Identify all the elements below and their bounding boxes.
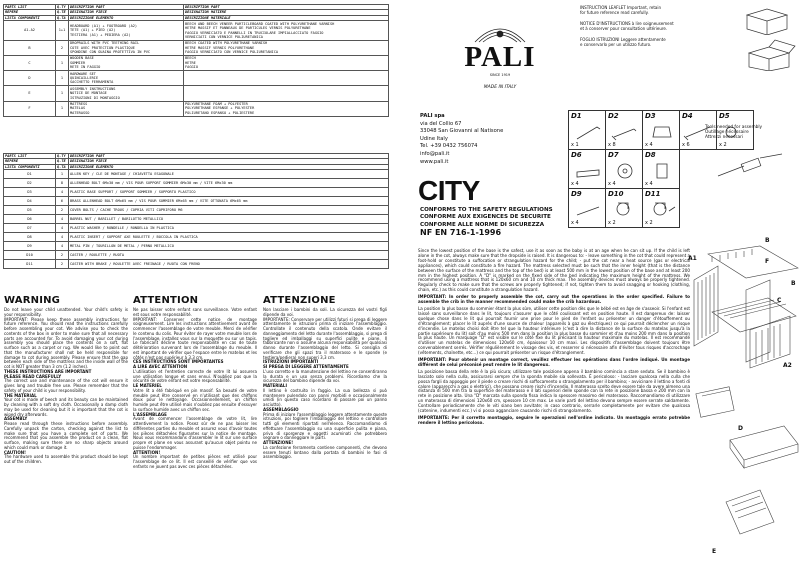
paragraph: Un nombre important de petites pièces est utilisé pour l'assemblage de ce lit. Il est conseillé de vérifier que vos enfants ne jouent pas avec ces pièces détachées. bbox=[133, 454, 257, 469]
hardware-label: D9 bbox=[571, 190, 582, 198]
section-heading: CAUTION! bbox=[4, 449, 26, 455]
header-cell: Q.TE bbox=[56, 10, 69, 15]
hardware-qty: x 4 bbox=[645, 142, 653, 148]
hardware-qty: 2 bbox=[56, 260, 69, 269]
hardware-desc: BARREL NUT / BARILLET / BARILOTTO METALLICO bbox=[69, 215, 389, 224]
part-ref: F bbox=[4, 101, 56, 116]
hardware-item-d6 bbox=[568, 149, 606, 189]
header-cell: DESCRIZIONE MATERIALE bbox=[184, 15, 389, 20]
made-in-text: MADE IN ITALY bbox=[483, 85, 517, 90]
header-cell: DESIGNATION MATIERE bbox=[184, 10, 389, 15]
part-qty: 1 bbox=[56, 56, 69, 71]
header-cell: Q.TA bbox=[56, 164, 69, 169]
hardware-qty: x 2 bbox=[719, 142, 727, 148]
header-cell: Q.TY bbox=[56, 5, 69, 10]
header-cell: LISTA COMPONENTI bbox=[4, 164, 56, 169]
table-row bbox=[4, 71, 389, 86]
paragraph: IMPORTANT: Please keep these assembly instructions for future reference. You should read the instructions carefully before assembling your cot. We advise you to check the contents of the box in order to make sure that all necessary parts are accounted for. To avoid damaging your cot during assembly you should place the contents on a soft, flat surface such as a carpet or rug. We would like to point out that the manufacturer shall not be held responsible for damage to cot during assembly. Please ensure that the gap between each side of the mattress and the inside wall of the cot is NOT greater than 3 cm (1.2 inches). bbox=[4, 316, 128, 369]
header-cell: DESIGNATION PIECE bbox=[69, 159, 389, 164]
hardware-label: D6 bbox=[571, 151, 582, 159]
attention-title: ATTENTION bbox=[133, 295, 199, 306]
tools-line: Attrezzi necessari bbox=[705, 135, 744, 141]
table-row bbox=[4, 179, 389, 188]
part-ref: A1-A2 bbox=[4, 21, 56, 41]
section-heading: PLEASE READ CAREFULLY bbox=[4, 373, 62, 379]
header-cell: DESCRIPTION PART bbox=[69, 154, 389, 159]
section-heading: THE MATERIAL bbox=[4, 392, 37, 398]
hardware-qty: 8 bbox=[56, 179, 69, 188]
hardware-ref: D11 bbox=[4, 260, 56, 269]
section-heading: ASSEMBLY bbox=[4, 416, 28, 422]
hardware-desc: PLASTIC INSERT / SUPPORT AXE ROULETTE / BOCCOLA IN PLASTICA bbox=[69, 233, 389, 242]
paragraph: Votre lit a été fabriqué en pin massif. Sa beauté de votre meuble peut être conservé en n'utilisant que des chiffons doux pour le nettoyage. Occasionnellement, un chiffon humide peut être utilisé mais n'oubliez pas ensuite d'essuyer la surface humide avec un chiffon sec. bbox=[133, 387, 257, 412]
hardware-ref: D8 bbox=[4, 233, 56, 242]
hardware-qty: x 4 bbox=[608, 181, 616, 187]
label-a2: A2 bbox=[783, 362, 792, 369]
hardware-qty: 1 bbox=[56, 170, 69, 179]
hardware-label: D8 bbox=[645, 151, 656, 159]
company-address bbox=[420, 113, 570, 166]
header-cell: DESIGNATION PIECE bbox=[69, 10, 184, 15]
hardware-qty: x 2 bbox=[608, 220, 616, 226]
header-cell: DESCRIZIONE ELEMENTO bbox=[69, 15, 184, 20]
part-qty: 1 bbox=[56, 71, 69, 86]
leaflet-line: for future reference read carefully. bbox=[580, 10, 649, 15]
hardware-desc: PLASTIC WASHER / RONDELLE / RONDELLA IN PLASTICA bbox=[69, 224, 389, 233]
d1-part-icon bbox=[571, 121, 605, 143]
header-cell: LISTA COMPONENTI bbox=[4, 15, 56, 20]
part-ref: B bbox=[4, 40, 56, 55]
section-heading: ATTENTION! bbox=[133, 449, 161, 455]
d7-part-icon bbox=[608, 160, 642, 182]
table-row bbox=[4, 215, 389, 224]
attention-paragraphs bbox=[133, 308, 257, 470]
label-a1: A1 bbox=[688, 255, 697, 262]
standard-code: NF EN 716-1-1996 bbox=[420, 228, 502, 237]
hardware-qty: x 4 bbox=[645, 181, 653, 187]
hardware-item-d8 bbox=[642, 149, 680, 189]
part-material: BEECH COATED WITH POLYURETHANE VARNISH HETRE MASSIF VERNIS POLYURETHANE FAGGIO VERNICIATO CON VERNICE POLIURETANICA bbox=[184, 40, 389, 55]
paragraph: Non lasciare i bambini da soli. La sicurezza del vostri figli dipende da voi. bbox=[263, 307, 387, 317]
safety-paragraph: La posizione bassa della rete è la più sicura; utilizzare tale posizione appena il bambino comincia a stare seduto. Se il bambino è lasciato solo nella culla, assicurarsi sempre che la sponda mobile sia sollevata. È pericoloso: - lasciare qualcosa nella culla che possa fargli da appoggio per il piede o creare rischi di soffocamento o strangolamento per il bambino; - avvicinare il lettino a fonti di calore (apparecchi a gas o elettrici), che possano creare rischi d'incendio. Il materasso scelto deve essere tale da avere almeno una distanza di 500 mm tra la superficie del materasso e il lati superiori delle sponde con la rete in posizione bassa e 200 mm con la rete in posizione alta. Una "D" marcata sulla sponda fissa indica lo spessore massimo del materasso. Raccomandiamo di utilizzare un materasso di dimensioni 120x60 cm, spessore 10 cm max. Le varie parti del lettino devono sempre essere serrate saldamente. Controllare periodicamente che le viti siano ben avvitate; in caso contrario, serrarle completamente per evitare che qualcosa (catenine, indumenti ecc.) vi si possa agganciare causando rischi di strangolamento. bbox=[418, 368, 690, 414]
hardware-ref: D7 bbox=[4, 224, 56, 233]
header-cell: REPERE bbox=[4, 10, 56, 15]
part-ref: C bbox=[4, 56, 56, 71]
d3-part-icon bbox=[645, 121, 679, 143]
tools-needed-text bbox=[705, 125, 762, 141]
warning-title: WARNING bbox=[4, 295, 61, 306]
hardware-list-body bbox=[4, 170, 389, 269]
hardware-ref: D10 bbox=[4, 251, 56, 260]
important-notice: IMPORTANT: In order to properly assemble the cot, carry out the operations in the order specified. Failure to assemble the crib in the manner recommended could make the crib hazardous. bbox=[418, 294, 690, 305]
label-c: C bbox=[777, 297, 782, 304]
table-row bbox=[4, 56, 389, 71]
paragraph: Your cot is made of beech and its beauty can be maintained by cleaning with a soft dry cloth. Occasionally a damp cloth may be used for cleaning but it is important that the cot is wiped dry afterwards. bbox=[4, 397, 128, 417]
pali-logo bbox=[445, 14, 555, 104]
hardware-item-d10 bbox=[605, 188, 643, 228]
hardware-label: D7 bbox=[608, 151, 619, 159]
hardware-ref: D2 bbox=[4, 179, 56, 188]
d8-part-icon bbox=[645, 160, 679, 182]
hardware-desc: CASTER / ROULETTE / RUOTA bbox=[69, 251, 389, 260]
table-row bbox=[4, 170, 389, 179]
address-line: www.pali.it bbox=[420, 158, 449, 165]
leaflet-line: et à conserver pour consultation ultérieure. bbox=[580, 26, 668, 31]
hardware-item-d3 bbox=[642, 110, 680, 150]
paragraph: Do not leave your child unattended. Your child's safety is your responsibility. bbox=[4, 307, 128, 317]
hardware-label: D3 bbox=[645, 112, 656, 120]
table-row bbox=[4, 101, 389, 116]
header-cell: DESCRIPTION PART bbox=[184, 5, 389, 10]
section-heading: SI PREGA DI LEGGERE ATTENTAMENTE bbox=[263, 364, 349, 369]
hardware-qty: x 2 bbox=[645, 220, 653, 226]
parts-list-header bbox=[4, 5, 389, 21]
part-qty: 1 bbox=[56, 101, 69, 116]
leaflet-text bbox=[580, 5, 720, 47]
table-row bbox=[4, 242, 389, 251]
hardware-qty: 2 bbox=[56, 206, 69, 215]
part-material bbox=[184, 71, 389, 86]
hardware-qty: 4 bbox=[56, 224, 69, 233]
section-heading: ATTENZIONE! bbox=[263, 440, 294, 445]
header-cell: REPERE bbox=[4, 159, 56, 164]
d11-part-icon bbox=[645, 199, 679, 221]
header-cell: PARTS LIST bbox=[4, 154, 56, 159]
address-line: info@pali.it bbox=[420, 150, 450, 157]
section-heading: ISTRUZIONI IMPORTANTI bbox=[263, 359, 319, 365]
section-heading: MATERIALI bbox=[263, 383, 287, 388]
header-cell: DESCRIPTION PART bbox=[69, 5, 184, 10]
box-icon bbox=[743, 5, 799, 35]
safety-paragraph: Since the lowest position of the base is the safest, use it as soon as the baby is at an age when he can sit up. If the child is left alone in the cot, always make sure that the dropside is raised. It is dangerous to: - leave something in the cot that could represent a foot-hold or constitute a suffocation or strangulation hazard for the child; - put the cot near a heat source (gas or electrical appliances), which could constitute a fire hazard. The mattress selected must be such that the inner height (that is the distance between the surface of the mattress and the top of the bed) is at least 500 mm in the lowest position of the base and at least 200 mm in the highest position. A "D" is marked on the fixed side of the bed indicating the maximum height of the mattress. We recommend using a mattress that is 120x60 cm and 10 cm thick max. The assembly devices must always be properly tightened. Regularly check to make sure that the screws are properly tightened; if not, tighten them to avoid snagging or hooking (clothing, chain, etc.) as this could constitute a strangulation hazard. bbox=[418, 248, 690, 293]
hardware-desc: PLASTIC BASE SUPPORT / SUPPORT SOMMIER / SUPPORTO PLASTICO bbox=[69, 188, 389, 197]
section-heading: A LIRE AVEC ATTENTION bbox=[133, 364, 188, 369]
paragraph: Avant de commencer l'assemblage de votre lit, lire attentivement la notice. Posez sûr de ne pas laisser les différentes parties du meuble et assurez vous d'avoir toutes les pièces détachées figurantes sur la notice de montage. Nous vous recommandons d'assembler le lit sur une surface propre et plane en vous assurant qu'aucun objet pointu ne puisse l'endommager. bbox=[133, 416, 257, 450]
d2-part-icon bbox=[608, 121, 642, 143]
paragraph: The hardware used to assemble this product should be kept out of the children. bbox=[4, 454, 128, 464]
leaflet-line: FOGLIO ISTRUZIONI Leggere attentamente bbox=[580, 37, 666, 42]
hardware-qty: x 8 bbox=[608, 142, 616, 148]
section-heading: LE MATERIEL bbox=[133, 383, 162, 388]
conformity-line: CONFORME ALLE NORME DI SICUREZZA bbox=[420, 221, 545, 228]
label-e: E bbox=[712, 548, 717, 555]
paragraph: Please read through these instructions before assembly. Carefully unpack the carton, checking against the list to make sure that you have a complete set of parts. We recommend that you assemble the product on a clean, flat surface, making sure there are no sharp objects around which could mark or damage it. bbox=[4, 421, 128, 450]
parts-list-table bbox=[3, 4, 389, 117]
hardware-item-d7 bbox=[605, 149, 643, 189]
header-cell: PARTS LIST bbox=[4, 5, 56, 10]
d6-part-icon bbox=[571, 160, 605, 182]
warning-paragraphs bbox=[4, 308, 128, 465]
hardware-qty: 2 bbox=[56, 251, 69, 260]
hardware-label: D11 bbox=[645, 190, 661, 198]
hardware-qty: x 6 bbox=[682, 142, 690, 148]
part-desc: HEADBOARD (A1) + FOOTBOARD (A2) TETE (A1) + PIED (A2) TESTIERA (A1) + PEDIERA (A2) bbox=[69, 21, 184, 41]
hardware-list-header bbox=[4, 154, 389, 170]
hardware-desc: METAL PIN / TOURILLON DE METAL / PERNO METALLICO bbox=[69, 242, 389, 251]
part-desc: MATTRESS MATELAS MATERASSO bbox=[69, 101, 184, 116]
safety-paragraph: La position la plus basse du sommier étant la plus sûre, utiliser cette position dès que le bébé est en âge de s'asseoir. Si l'enfant est laissé sans surveillance dans le lit, toujours s'assurer que le côté coulissant est en position haute. Il est dangereux de: laisser quelque chose dans le lit qui pourrait fournir une prise pour le pied de l'enfant ou présenter un danger d'étouffement ou d'étranglement; placer le lit auprès d'une source de chaleur (appareils à gaz ou électriques) ce qui pourrait déclencher un risque d'incendie. Le matelas choisi doit être tel que la hauteur intérieure (c'est à dire la distance de la surface du matelas jusqu'à la partie supérieure du lit) soit d'au moins 500 mm dans la position la plus basse du sommier et d'au moins 200 mm dans la position la plus haute. Un marquage "D" est visible sur le côté fixe du lit précisant la hauteur maximale du matelas. Il est recommandé d'utiliser un matelas de dimensions 120x60 cm, épaisseur 10 cm maxi. Les dispositifs d'assemblage doivent toujours être convenablement serrés. Vérifier régulièrement le vissage des vis, et resserrer si nécessaire afin d'éviter tous risques d'accrochage (vêtements, chaînette, etc...) ce qui pourrait présenter un risque d'étranglement. bbox=[418, 305, 690, 356]
hardware-list-table bbox=[3, 153, 389, 269]
pali-logo-text: PALI bbox=[464, 41, 536, 73]
hardware-qty: x 4 bbox=[571, 220, 579, 226]
label-b-right: B bbox=[791, 280, 796, 287]
header-cell: Q.TA bbox=[56, 15, 69, 20]
header-cell: Q.TY bbox=[56, 154, 69, 159]
label-b-top: B bbox=[765, 237, 770, 244]
attenzione-column-it bbox=[263, 295, 387, 460]
hardware-qty: 4 bbox=[56, 242, 69, 251]
section-heading: L'ASSEMBLAGE bbox=[133, 411, 167, 417]
address-line: 33048 San Giovanni al Natisone bbox=[420, 128, 504, 135]
address-line: Udine Italy bbox=[420, 135, 448, 142]
leaflet-line: INSTRUCTION LEAFLET Important, retain bbox=[580, 5, 662, 10]
hardware-ref: D9 bbox=[4, 242, 56, 251]
hardware-label: D4 bbox=[682, 112, 693, 120]
part-material: BEECH AND BEECH VENEER PARTICLEBOARD COATED WITH POLYURETHANE VARNISH HETRE MASSIF ET PANNEAUX DE PARTICULES VERNIS POLYURETHANE FAGGIO VERNICIATO E PANNELLI IN TRUCIOLARE IMPIALLACCIATO FAGGIO VERNICIATI CON VERNICE POLIURETANICA bbox=[184, 21, 389, 41]
conformity-lines bbox=[420, 207, 553, 229]
paragraph: Ne pas laisser votre enfant sans surveillance. Votre enfant est sous votre responsabilité. bbox=[133, 307, 257, 317]
table-row bbox=[4, 86, 389, 101]
tools-line: Tools needed for assembly bbox=[705, 125, 763, 130]
hardware-qty: 4 bbox=[56, 188, 69, 197]
hardware-desc: ALLEN KEY / CLE DE MONTAGE / CHIAVETTA ESAGONALE bbox=[69, 170, 389, 179]
conformity-line: CONFORME AUX EXIGENCES DE SECURITE bbox=[420, 214, 551, 221]
hardware-item-d11 bbox=[642, 188, 680, 228]
hardware-ref: D1 bbox=[4, 170, 56, 179]
address-line: via del Collio 67 bbox=[420, 120, 462, 127]
d10-part-icon bbox=[608, 199, 642, 221]
hardware-label: D10 bbox=[608, 190, 624, 198]
conformity-line: CONFORMS TO THE SAFETY REGULATIONS bbox=[420, 207, 553, 213]
parts-list-body bbox=[4, 21, 389, 117]
opened-box-icon bbox=[745, 39, 799, 71]
paragraph: IMPORTANTE: Conservare per utilizzi futuri si prega di leggere attentamente le istruzioni prima di iniziare l'assemblaggio. Controllate il contenuto della scatola. Onde evitare il danneggiamento del letto durante l'assemblaggio, si prega di togliere ed imballaggi su superfici pulite e piane. Il fabbricante non si assume alcuna responsabilità per qualsiasi danno durante l'assemblaggio del letto. Si consiglia di verificare che gli spazi tra il materasso e le sponde (e testiera/pediera) non superi 3,3 cm. bbox=[263, 316, 387, 360]
part-ref: E bbox=[4, 86, 56, 101]
part-material: POLYURETHANE FOAM + POLYESTER POLYURETHANE ESPANSE + POLYESTER POLIURETANO ESPANSO + POLIESTERE bbox=[184, 101, 389, 116]
paragraph: L'utilisation et l'entretien correcte de votre lit lui assurera une utilisation longue et sans ennui. N'oubliez pas que la sécurité de votre enfant est votre responsabilité. bbox=[133, 368, 257, 384]
hardware-qty: 6 bbox=[56, 197, 69, 206]
part-qty: 2 bbox=[56, 40, 69, 55]
table-row bbox=[4, 206, 389, 215]
cot-assembly-diagram bbox=[690, 240, 802, 565]
hardware-ref: D6 bbox=[4, 215, 56, 224]
part-ref: D bbox=[4, 71, 56, 86]
hardware-item-d1 bbox=[568, 110, 606, 150]
hardware-item-d2 bbox=[605, 110, 643, 150]
table-row bbox=[4, 197, 389, 206]
part-material: BEECH HETRE FAGGIO bbox=[184, 56, 389, 71]
hardware-qty: x 1 bbox=[571, 142, 579, 148]
part-desc: ASSEMBLY INSTRUCTIONS NOTICE DE MONTAGE ISTRUZIONI DI MONTAGGIO bbox=[69, 86, 184, 101]
attenzione-title: ATTENZIONE bbox=[263, 295, 336, 306]
d9-part-icon bbox=[571, 199, 605, 221]
important-notice: IMPORTANT: Pour obtenir un montage correct, veuillez effectuer les opérations dans l'ordre indiqué. Un montage différent de celui préconisé peut rendre le lit dangereux. bbox=[418, 357, 690, 367]
attention-column-fr bbox=[133, 295, 257, 470]
hardware-label: D2 bbox=[608, 112, 619, 120]
hardware-qty: 4 bbox=[56, 215, 69, 224]
attenzione-paragraphs bbox=[263, 308, 387, 460]
header-cell: Q.TE bbox=[56, 159, 69, 164]
hardware-qty: 4 bbox=[56, 233, 69, 242]
hardware-ref: D3 bbox=[4, 188, 56, 197]
company-name: PALI spa bbox=[420, 113, 445, 119]
paragraph: The correct use and maintenance of the cot will ensure it gives long and trouble free use. Please remember that the safety of your child is your responsibility. bbox=[4, 378, 128, 393]
hardware-desc: ALLENHEAD BOLT 6Mx30 mm / VIS POUR SUPPORT SOMMIER 6Mx30 mm / VITE 6Mx30 mm bbox=[69, 179, 389, 188]
paragraph: Prima di iniziare l'assemblaggio leggere attentamente queste istruzioni, poi togliere l'imballaggio del lettino e controllare tutti gli elementi riportati nell'elenco. Raccomandiamo di effettuare l'assemblaggio su una superficie pulita e piana, priva di sporgenze e oggetti acuminati che potrebbero segnare o danneggiare le parti. bbox=[263, 411, 387, 441]
table-row bbox=[4, 40, 389, 55]
paragraph: IMPORTANT: Conserver cette notice de montage soigneusement. Lire les instructions attentivement avant de commencer l'assemblage de votre meuble. Merci de vérifier le contenu du colis. Pour éviter de rayer votre meuble lors de l'assemblage, installez vous sur la moquette ou sur un tapis. Le fabricant décline toute responsabilité en cas de toute détérioration survenant lors de l'assemblage du meuble. Il est important de vérifier que l'espace entre le matelas et les côtés n'est pas supérieur à 3,3 cm. bbox=[133, 316, 257, 360]
table-row bbox=[4, 21, 389, 41]
section-heading: CES INSTRUCTIONS SONT IMPORTANTES bbox=[133, 359, 224, 365]
hardware-ref: D5 bbox=[4, 206, 56, 215]
table-row bbox=[4, 251, 389, 260]
screwdriver-icon bbox=[712, 152, 792, 182]
part-desc: DROPRAILS WITH PVC TEETHING RAIL COTE AVEC PROTECTION PLASTIQUE SPONDINE CON GUAINA PROTETTIVA IN PVC bbox=[69, 40, 184, 55]
safety-instructions bbox=[418, 249, 690, 428]
hardware-label: D1 bbox=[571, 112, 582, 120]
paragraph: L'uso corretto e la manutenzione del lettino ne consentiranno la durata e un uso senza problemi. Ricordiamo che la sicurezza del bambino dipende da voi. bbox=[263, 368, 387, 384]
hardware-desc: COVER BOLTS / CACHE TROUS / COPRIA VITI COPRIFORO M6 bbox=[69, 206, 389, 215]
table-row bbox=[4, 188, 389, 197]
leaflet-line: NOTICE D'INSTRUCTIONS à lire soigneusement bbox=[580, 21, 674, 26]
hardware-desc: BRASS ALLENHEAD BOLT 6Mx65 mm / VIS POUR SOMMIER 6Mx65 mm / VITE OTTONATA 6Mx65 mm bbox=[69, 197, 389, 206]
table-row bbox=[4, 233, 389, 242]
table-row bbox=[4, 260, 389, 269]
label-f: F bbox=[765, 258, 770, 265]
hardware-qty: x 4 bbox=[571, 181, 579, 187]
warning-column-en bbox=[4, 295, 128, 465]
product-name: CITY bbox=[418, 175, 480, 206]
table-row bbox=[4, 224, 389, 233]
hardware-desc: CASTER WITH BRAKE / ROULETTE AVEC FREINAGE / RUOTA CON FRENO bbox=[69, 260, 389, 269]
part-qty: 1 bbox=[56, 86, 69, 101]
paragraph: Il lettino è costruito in faggio. La sua bellezza si può mantenere pulendolo con panni morbidi e occasionalmente umidi (in questo caso ricordarsi di passare poi un panno asciutto). bbox=[263, 387, 387, 407]
hardware-item-d9 bbox=[568, 188, 606, 228]
header-cell: DESCRIZIONE ELEMENTO bbox=[69, 164, 389, 169]
part-material bbox=[184, 86, 389, 101]
label-d: D bbox=[738, 425, 743, 432]
part-desc: HARDWARE SET QUINCAILLERIE SACCHETTO FERRAMENTA bbox=[69, 71, 184, 86]
important-notice: IMPORTANTE: Per il corretto montaggio, seguire le operazioni nell'ordine indicato. Un montaggio errato potrebbe rendere il lettino pericoloso. bbox=[418, 415, 690, 425]
section-heading: ASSEMBLAGGIO bbox=[263, 406, 299, 412]
section-heading: THESE INSTRUCTIONS ARE IMPORTANT bbox=[4, 368, 92, 374]
since-text: SINCE 1919 bbox=[489, 73, 511, 77]
part-qty: 1+1 bbox=[56, 21, 69, 41]
hardware-ref: D4 bbox=[4, 197, 56, 206]
hardware-label: D5 bbox=[719, 112, 730, 120]
leaflet-box bbox=[573, 3, 799, 73]
paragraph: La confezione ferramenta contiene componenti, che devono essere tenuti lontano dalla portata di bambini le fasi di assemblaggio. bbox=[263, 444, 387, 460]
leaflet-line: e conservarlo per un utilizzo futuro. bbox=[580, 42, 652, 47]
part-desc: WOODEN BASE SOMMIER RETE IN FAGGIO bbox=[69, 56, 184, 71]
address-line: Tel. +39 0432 756074 bbox=[420, 143, 478, 150]
tools-line: Outillage nécessaire bbox=[705, 130, 749, 136]
